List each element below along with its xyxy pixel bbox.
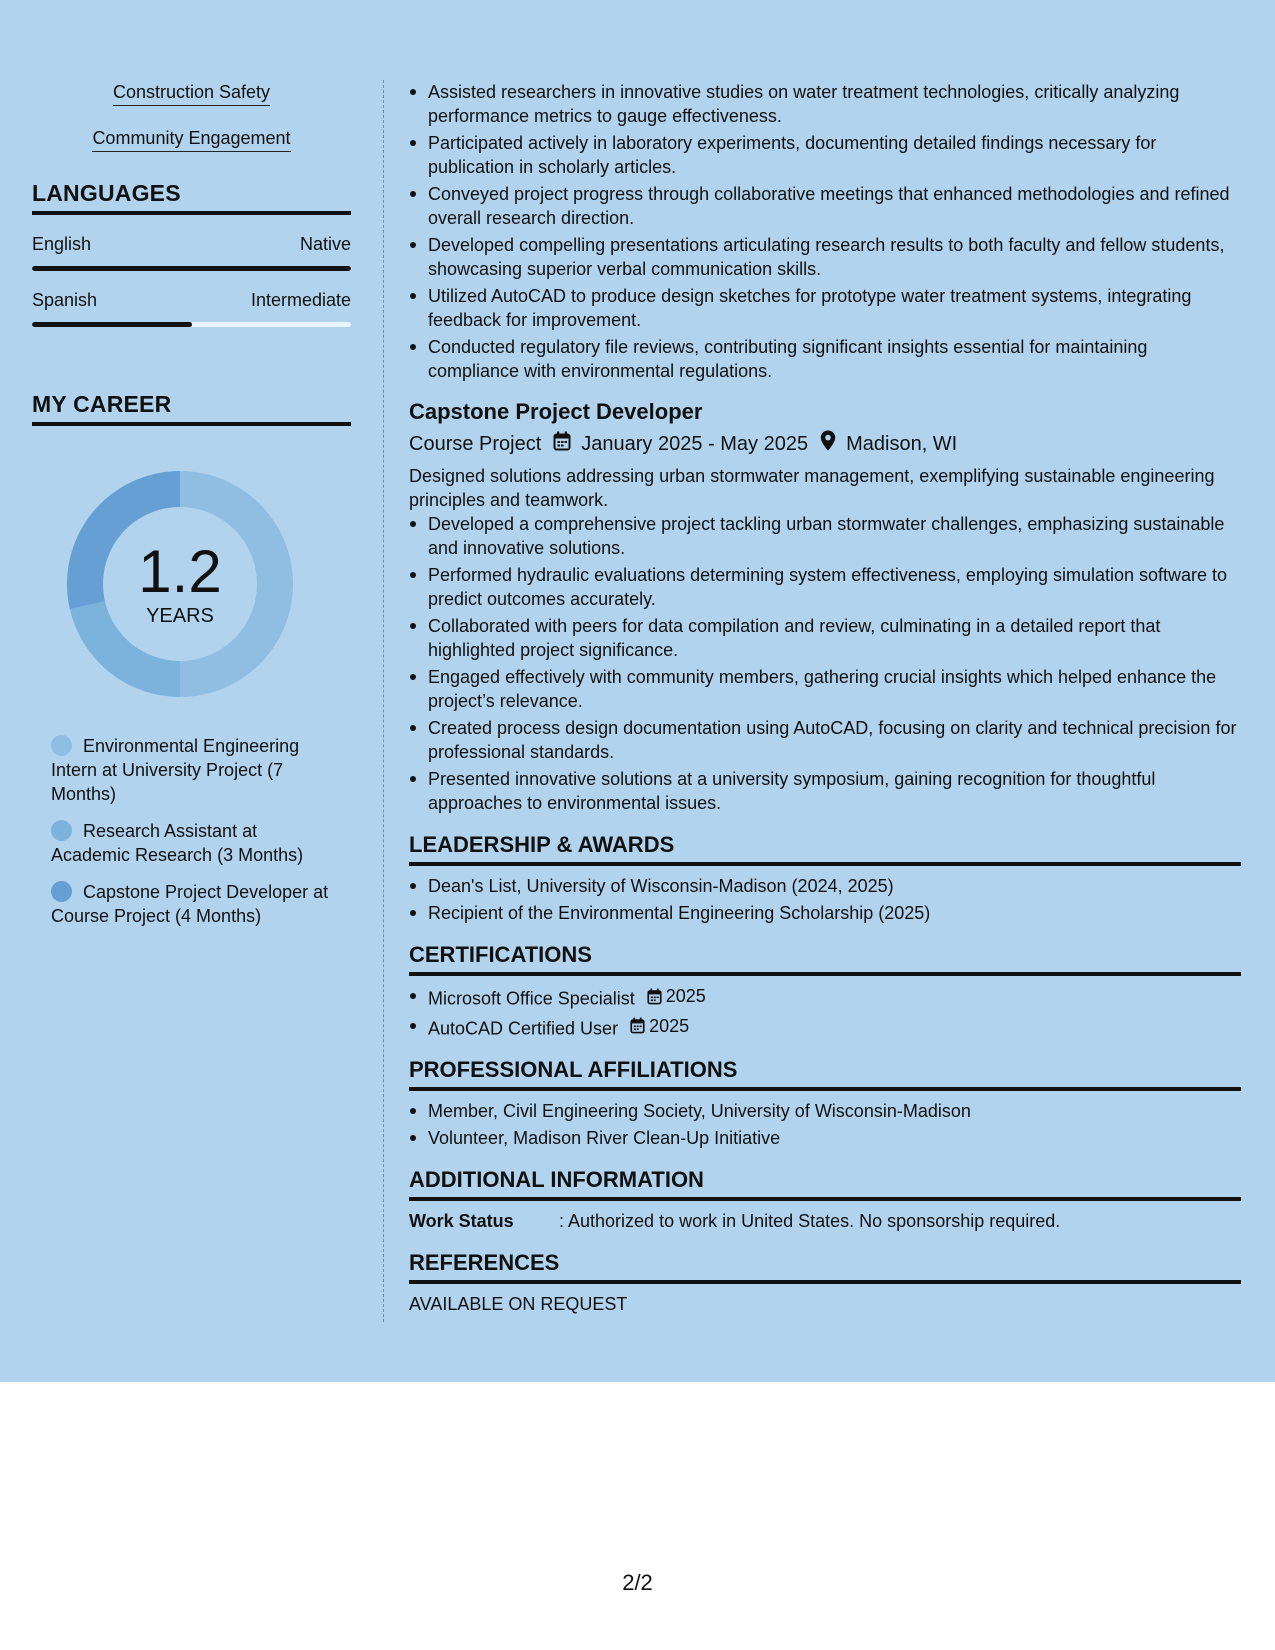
career-legend-item: Environmental Engineering Intern at University Project (7 Months) bbox=[51, 736, 300, 804]
legend-dot-icon bbox=[51, 735, 72, 756]
job-dates: January 2025 - May 2025 bbox=[581, 433, 809, 455]
language-name: English bbox=[32, 234, 92, 254]
skill-item: Community Engagement bbox=[32, 126, 351, 152]
job-bullets bbox=[409, 512, 1241, 815]
location-pin-icon bbox=[820, 430, 836, 458]
affiliations-section bbox=[409, 1056, 1241, 1150]
work-status-value: : Authorized to work in United States. No sponsorship required. bbox=[559, 1211, 1061, 1231]
job-description: Designed solutions addressing urban stormwater management, exemplifying sustainable engineering principles and teamwork. bbox=[409, 466, 1215, 510]
references-text: AVAILABLE ON REQUEST bbox=[409, 1294, 628, 1314]
career-total-years: 1.2 bbox=[138, 538, 222, 605]
bullet-item: Engaged effectively with community members, gathering crucial insights which helped enhance the project’s relevance. bbox=[409, 665, 1241, 713]
certifications-section bbox=[409, 941, 1241, 1040]
previous-job-bullets bbox=[409, 80, 1241, 383]
bullet-item: Developed compelling presentations articulating research results to both faculty and fellow students, showcasing superior verbal communication skills. bbox=[409, 233, 1241, 281]
certification-item bbox=[409, 1014, 1241, 1041]
leadership-section bbox=[409, 831, 1241, 925]
additional-info-title: ADDITIONAL INFORMATION bbox=[409, 1166, 1241, 1201]
certification-year: 2025 bbox=[649, 1015, 690, 1036]
certification-item bbox=[409, 984, 1241, 1011]
calendar-icon bbox=[647, 988, 662, 1005]
legend-dot-icon bbox=[51, 881, 72, 902]
skill-item: Construction Safety bbox=[32, 80, 351, 106]
certification-name: AutoCAD Certified User bbox=[428, 1018, 619, 1038]
additional-info-section bbox=[409, 1166, 1241, 1233]
references-title: REFERENCES bbox=[409, 1249, 1241, 1284]
career-section bbox=[32, 391, 351, 928]
affiliation-item: Member, Civil Engineering Society, University of Wisconsin-Madison bbox=[409, 1099, 1241, 1123]
certifications-title: CERTIFICATIONS bbox=[409, 941, 1241, 976]
job-meta bbox=[409, 430, 1241, 458]
bullet-item: Performed hydraulic evaluations determining system effectiveness, employing simulation software to predict outcomes accurately. bbox=[409, 563, 1241, 611]
job-entry bbox=[409, 398, 1241, 815]
bullet-item: Conveyed project progress through collaborative meetings that enhanced methodologies and refined overall research direction. bbox=[409, 182, 1241, 230]
language-level: Intermediate bbox=[250, 290, 351, 310]
bullet-item: Assisted researchers in innovative studies on water treatment technologies, critically analyzing performance metrics to gauge effectiveness. bbox=[409, 80, 1241, 128]
left-column bbox=[32, 80, 351, 941]
bullet-item: Participated actively in laboratory experiments, documenting detailed findings necessary for publication in scholarly articles. bbox=[409, 131, 1241, 179]
career-title: MY CAREER bbox=[32, 391, 351, 426]
calendar-icon bbox=[630, 1017, 645, 1034]
calendar-icon bbox=[553, 431, 571, 458]
bullet-item: Conducted regulatory file reviews, contributing significant insights essential for maintaining compliance with environmental regulations. bbox=[409, 335, 1241, 383]
right-column bbox=[409, 80, 1241, 1316]
language-item bbox=[32, 232, 351, 271]
job-title: Capstone Project Developer bbox=[409, 399, 703, 424]
bullet-item: Utilized AutoCAD to produce design sketches for prototype water treatment systems, integrating feedback for improvement. bbox=[409, 284, 1241, 332]
languages-section bbox=[32, 180, 351, 327]
page-number: 2/2 bbox=[622, 1570, 653, 1595]
language-proficiency-fill bbox=[32, 266, 351, 271]
career-legend-item: Research Assistant at Academic Research (3 Months) bbox=[51, 821, 304, 865]
language-item bbox=[32, 288, 351, 327]
certification-name: Microsoft Office Specialist bbox=[428, 988, 635, 1009]
career-legend bbox=[32, 734, 332, 928]
award-item: Recipient of the Environmental Engineering Scholarship (2025) bbox=[409, 901, 1241, 925]
language-level: Native bbox=[299, 234, 351, 254]
language-name: Spanish bbox=[32, 290, 98, 310]
certification-year: 2025 bbox=[665, 986, 706, 1006]
skills-list bbox=[32, 80, 351, 152]
career-legend-item: Capstone Project Developer at Course Project (4 Months) bbox=[51, 882, 329, 926]
bullet-item: Collaborated with peers for data compilation and review, culminating in a detailed report that highlighted project significance. bbox=[409, 614, 1241, 662]
job-location: Madison, WI bbox=[846, 433, 958, 455]
language-proficiency-bar bbox=[32, 322, 351, 327]
job-org: Course Project bbox=[409, 433, 542, 455]
column-divider bbox=[383, 80, 384, 1322]
bullet-item: Created process design documentation using AutoCAD, focusing on clarity and technical precision for professional standards. bbox=[409, 716, 1241, 764]
work-status-label: Work Status bbox=[409, 1211, 514, 1231]
legend-dot-icon bbox=[51, 820, 72, 841]
award-item: Dean's List, University of Wisconsin-Madison (2024, 2025) bbox=[409, 874, 1241, 898]
references-section bbox=[409, 1249, 1241, 1316]
leadership-title: LEADERSHIP & AWARDS bbox=[409, 831, 1241, 866]
language-proficiency-fill bbox=[32, 322, 192, 327]
affiliations-title: PROFESSIONAL AFFILIATIONS bbox=[409, 1056, 1241, 1091]
career-total-unit: YEARS bbox=[146, 605, 214, 627]
language-proficiency-bar bbox=[32, 266, 351, 271]
bullet-item: Presented innovative solutions at a university symposium, gaining recognition for thoughtful approaches to environmental issues. bbox=[409, 767, 1241, 815]
affiliation-item: Volunteer, Madison River Clean-Up Initiative bbox=[409, 1126, 1241, 1150]
career-donut-chart bbox=[66, 470, 294, 698]
languages-title: LANGUAGES bbox=[32, 180, 351, 215]
work-status-row bbox=[409, 1209, 1241, 1233]
bullet-item: Developed a comprehensive project tackling urban stormwater challenges, emphasizing sustainable and innovative solutions. bbox=[409, 512, 1241, 560]
